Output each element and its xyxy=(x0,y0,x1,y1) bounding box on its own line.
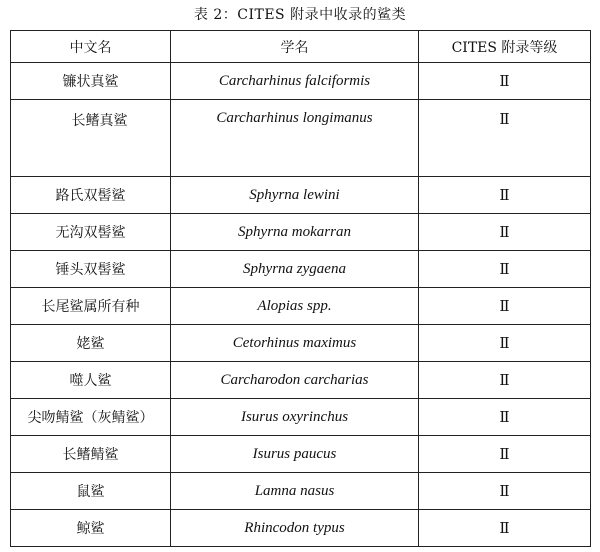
scientific-name-cell: Carcharhinus longimanus xyxy=(171,100,419,177)
scientific-name-cell: Carcharodon carcharias xyxy=(171,362,419,399)
table-row xyxy=(11,362,591,399)
chinese-name-cell: 路氏双髻鲨 xyxy=(11,177,171,214)
table-row xyxy=(11,399,591,436)
header-cites-grade: CITES 附录等级 xyxy=(419,31,591,63)
scientific-name-cell: Sphyrna mokarran xyxy=(171,214,419,251)
table-row xyxy=(11,473,591,510)
chinese-name-cell: 噬人鲨 xyxy=(11,362,171,399)
cites-grade-cell: Ⅱ xyxy=(419,251,591,288)
chinese-name-cell: 长鳍鲭鲨 xyxy=(11,436,171,473)
chinese-name-cell: 鼠鲨 xyxy=(11,473,171,510)
cites-grade-cell: Ⅱ xyxy=(419,100,591,177)
header-chinese-name: 中文名 xyxy=(11,31,171,63)
chinese-name-cell: 长尾鲨属所有种 xyxy=(11,288,171,325)
chinese-name-cell: 锤头双髻鲨 xyxy=(11,251,171,288)
cites-grade-cell: Ⅱ xyxy=(419,288,591,325)
header-scientific-name: 学名 xyxy=(171,31,419,63)
header-row xyxy=(11,31,591,63)
cites-grade-cell: Ⅱ xyxy=(419,63,591,100)
cites-grade-cell: Ⅱ xyxy=(419,325,591,362)
scientific-name-cell: Isurus oxyrinchus xyxy=(171,399,419,436)
table-row xyxy=(11,214,591,251)
table-row xyxy=(11,100,591,177)
cites-grade-cell: Ⅱ xyxy=(419,177,591,214)
scientific-name-cell: Carcharhinus falciformis xyxy=(171,63,419,100)
table-row xyxy=(11,288,591,325)
cites-grade-cell: Ⅱ xyxy=(419,362,591,399)
scientific-name-cell: Rhincodon typus xyxy=(171,510,419,547)
table-row xyxy=(11,177,591,214)
table-caption: 表 2：CITES 附录中收录的鲨类 xyxy=(193,7,407,23)
table-row xyxy=(11,251,591,288)
chinese-name-cell: 姥鲨 xyxy=(11,325,171,362)
table-row xyxy=(11,436,591,473)
scientific-name-cell: Sphyrna zygaena xyxy=(171,251,419,288)
scientific-name-cell: Lamna nasus xyxy=(171,473,419,510)
chinese-name-cell: 鲸鲨 xyxy=(11,510,171,547)
cites-grade-cell: Ⅱ xyxy=(419,214,591,251)
chinese-name-cell: 镰状真鲨 xyxy=(11,63,171,100)
cites-grade-cell: Ⅱ xyxy=(419,399,591,436)
scientific-name-cell: Cetorhinus maximus xyxy=(171,325,419,362)
table-row xyxy=(11,510,591,547)
chinese-name-cell: 尖吻鲭鲨（灰鲭鲨） xyxy=(11,399,171,436)
chinese-name-cell: 无沟双髻鲨 xyxy=(11,214,171,251)
cites-grade-cell: Ⅱ xyxy=(419,436,591,473)
cites-grade-cell: Ⅱ xyxy=(419,510,591,547)
chinese-name-cell: 长鳍真鲨 xyxy=(11,100,171,177)
table-row xyxy=(11,325,591,362)
scientific-name-cell: Sphyrna lewini xyxy=(171,177,419,214)
scientific-name-cell: Isurus paucus xyxy=(171,436,419,473)
cites-grade-cell: Ⅱ xyxy=(419,473,591,510)
scientific-name-cell: Alopias spp. xyxy=(171,288,419,325)
table-row xyxy=(11,63,591,100)
cites-shark-table xyxy=(10,30,591,547)
